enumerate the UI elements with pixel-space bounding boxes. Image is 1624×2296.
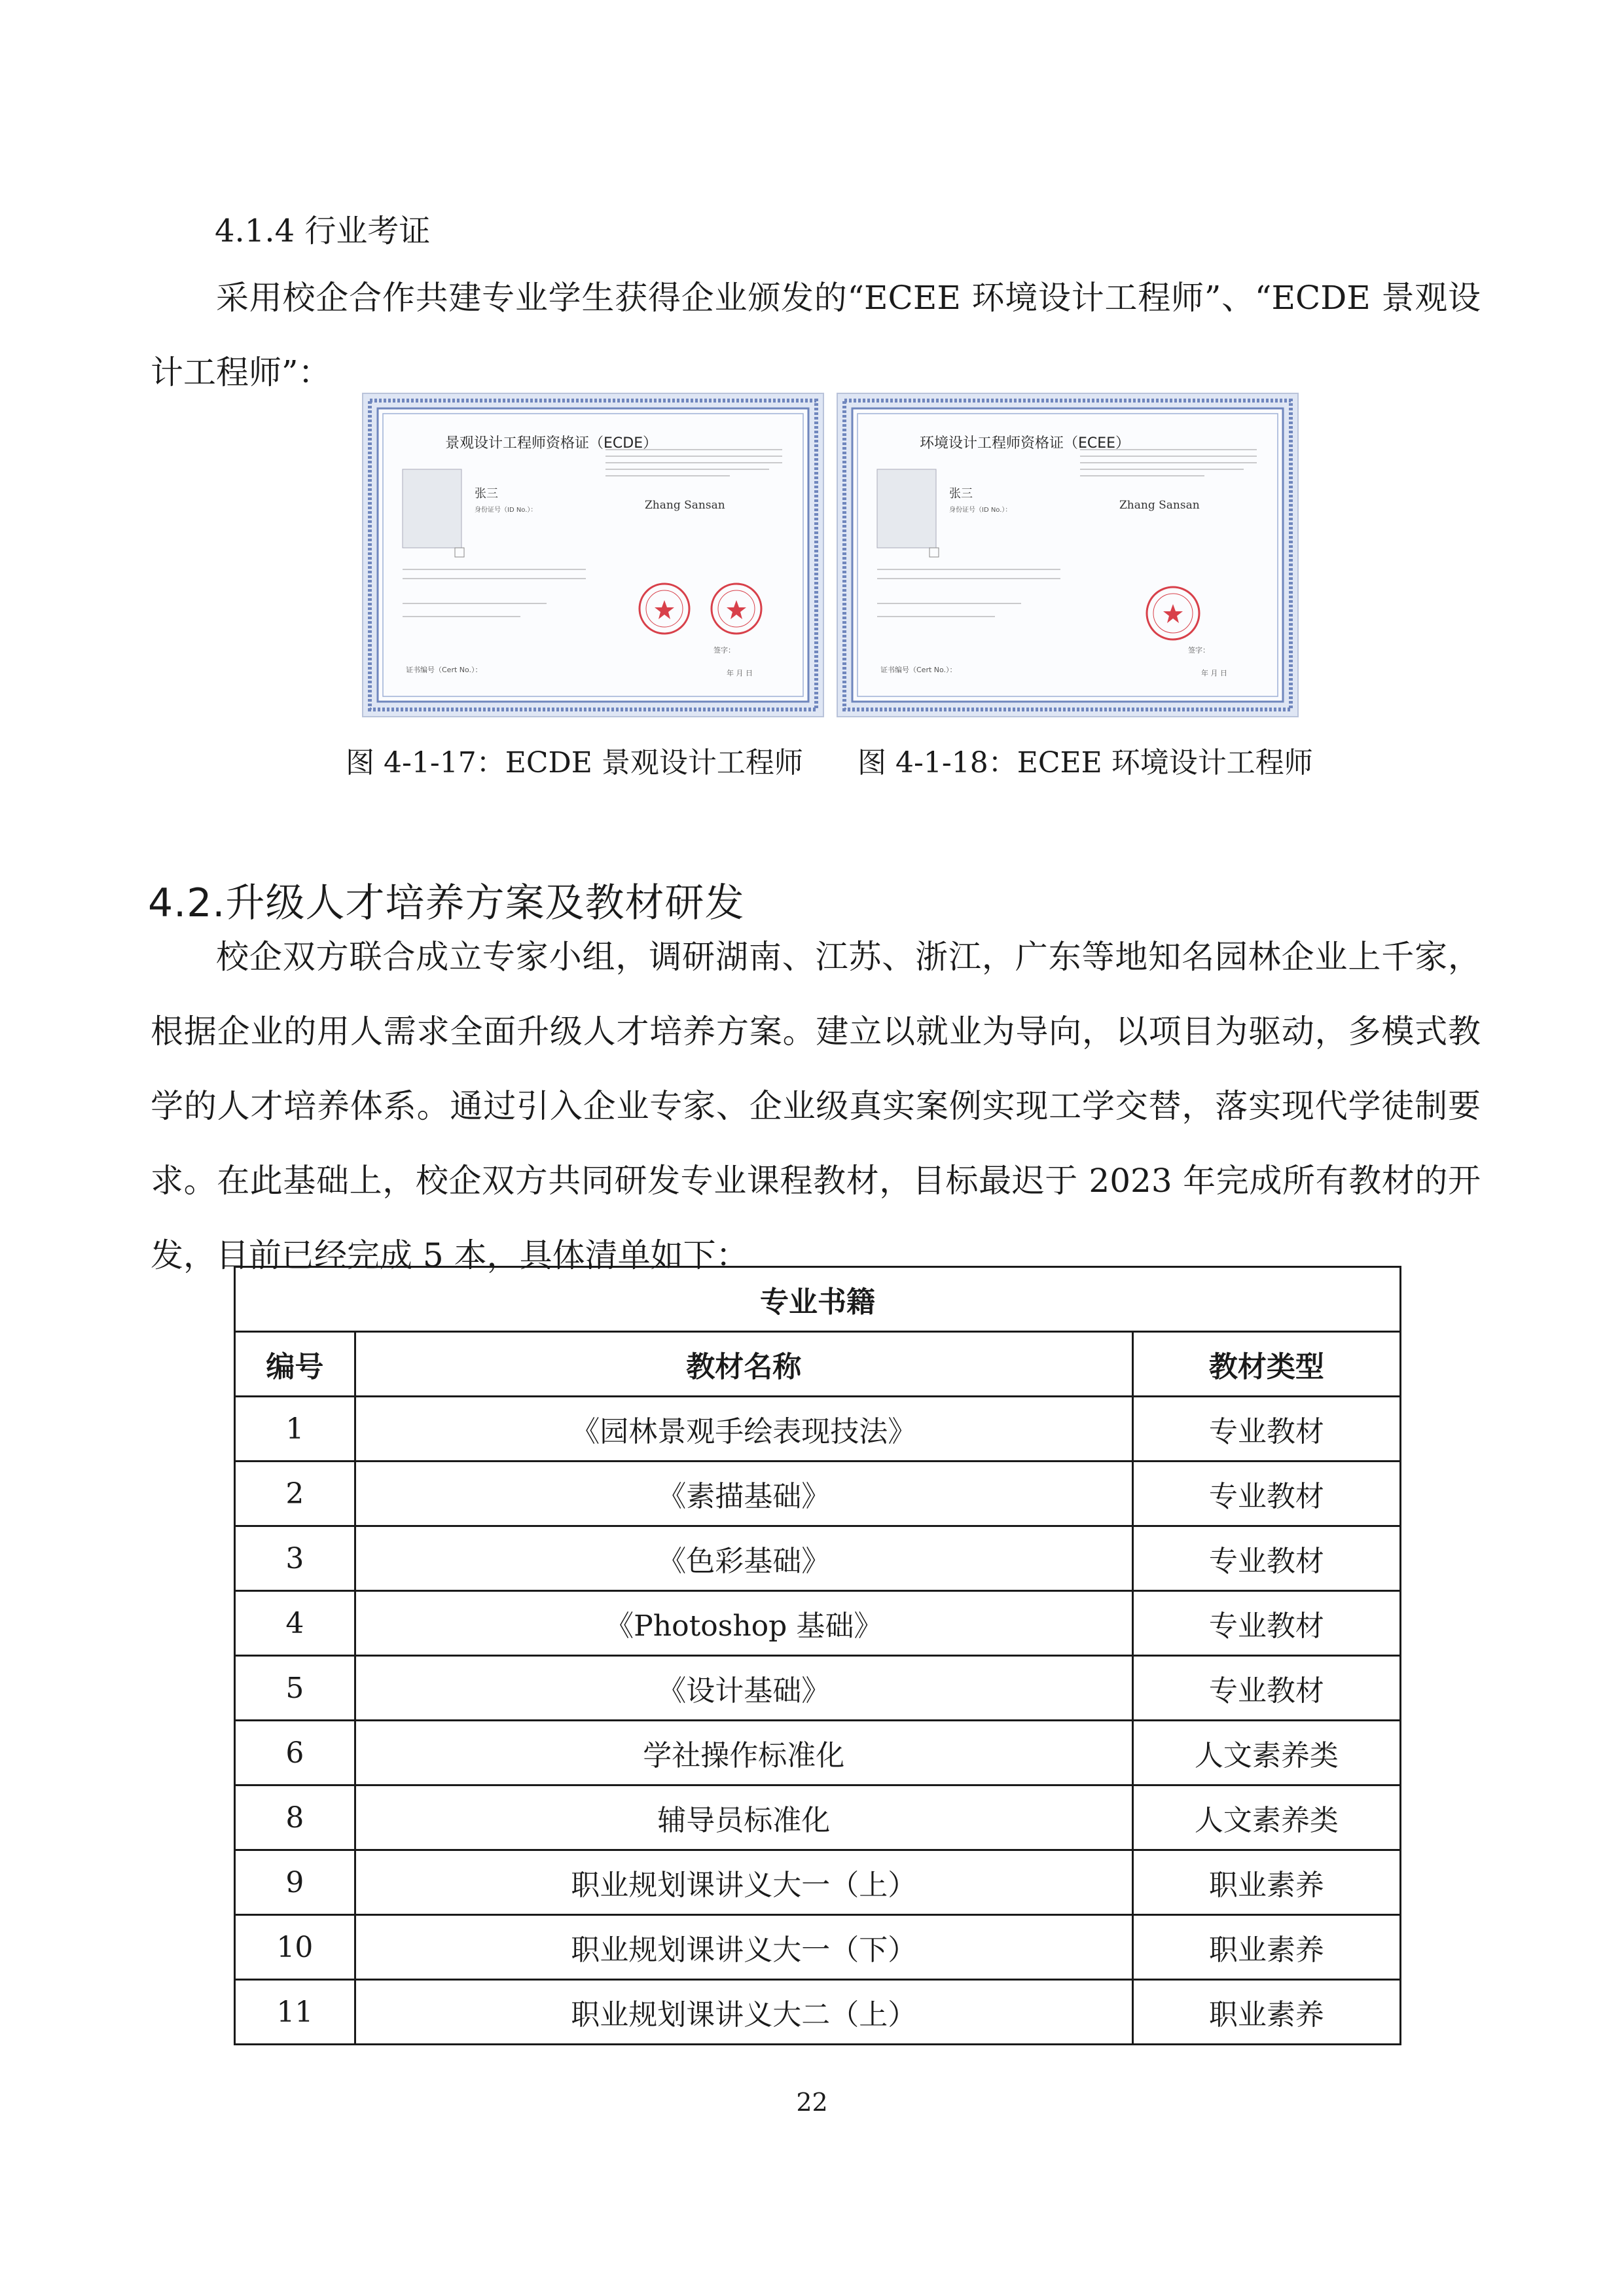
cert-no-label: 证书编号（Cert No.）： [880, 666, 957, 674]
table-row [235, 1526, 1401, 1591]
row-type: 职业素养 [1132, 1915, 1400, 1980]
body-paragraph: 校企双方联合成立专家小组，调研湖南、江苏、浙江，广东等地知名园林企业上千家，根据企业的用人需求全面升级人才培养方案。建立以就业为导向，以项目为驱动，多模式教学的人才培养体系。通过引入企业专家、企业级真实案例实现工学交替，落实现代学徒制要求。在此基础上，校企双方共同研发专业课程教材，目标最迟于 2023 年完成所有教材的开发，目前已经完成 5 本，具体清单如下： [151, 938, 1481, 1274]
row-title: 《园林景观手绘表现技法》 [355, 1397, 1132, 1462]
table-caption: 专业书籍 [235, 1267, 1401, 1332]
row-number: 11 [235, 1980, 355, 2045]
table-row [235, 1850, 1401, 1915]
row-number: 8 [235, 1785, 355, 1850]
row-title: 《素描基础》 [355, 1462, 1132, 1526]
row-type: 专业教材 [1132, 1462, 1400, 1526]
row-number: 9 [235, 1850, 355, 1915]
table-row [235, 1721, 1401, 1785]
table-row [235, 1656, 1401, 1721]
row-title: 《Photoshop 基础》 [355, 1591, 1132, 1656]
row-type: 专业教材 [1132, 1656, 1400, 1721]
header-number: 编号 [235, 1332, 355, 1397]
row-number: 5 [235, 1656, 355, 1721]
row-type: 专业教材 [1132, 1397, 1400, 1462]
table-row [235, 1462, 1401, 1526]
sign-label: 签字： [1188, 646, 1210, 655]
section-heading: 4.2.升级人才培养方案及教材研发 [148, 880, 745, 926]
row-title: 职业规划课讲义大一（上） [355, 1850, 1132, 1915]
certificate-ecee [837, 393, 1299, 717]
row-title: 学社操作标准化 [355, 1721, 1132, 1785]
date-label: 年 月 日 [727, 669, 753, 677]
row-number: 10 [235, 1915, 355, 1980]
intro-paragraph: 采用校企合作共建专业学生获得企业颁发的“ECEE 环境设计工程师”、“ECDE 景观设计工程师”： [151, 279, 1481, 391]
row-number: 6 [235, 1721, 355, 1785]
row-number: 3 [235, 1526, 355, 1591]
cert-no-label: 证书编号（Cert No.）： [406, 666, 482, 674]
id-label: 身份证号（ID No.）： [949, 507, 1012, 514]
certificate-frame [838, 394, 1297, 716]
row-type: 人文素养类 [1132, 1785, 1400, 1850]
photo-placeholder [877, 469, 936, 548]
row-type: 职业素养 [1132, 1980, 1400, 2045]
row-type: 人文素养类 [1132, 1721, 1400, 1785]
certificate-ecde [362, 393, 824, 717]
row-number: 1 [235, 1397, 355, 1462]
row-title: 职业规划课讲义大二（上） [355, 1980, 1132, 2045]
sub-heading: 4.1.4 行业考证 [215, 213, 431, 249]
holder-name-en: Zhang Sansan [645, 499, 725, 512]
row-type: 专业教材 [1132, 1591, 1400, 1656]
holder-name-en: Zhang Sansan [1119, 499, 1200, 512]
figure-caption: 图 4-1-17：ECDE 景观设计工程师 [346, 746, 803, 780]
row-type: 专业教材 [1132, 1526, 1400, 1591]
row-title: 职业规划课讲义大一（下） [355, 1915, 1132, 1980]
row-title: 《设计基础》 [355, 1656, 1132, 1721]
sign-label: 签字： [713, 646, 735, 655]
header-title: 教材名称 [355, 1332, 1132, 1397]
table-row [235, 1785, 1401, 1850]
table-row [235, 1915, 1401, 1980]
book-table [234, 1266, 1401, 2045]
holder-name: 张三 [475, 487, 498, 501]
certificate-frame [363, 394, 823, 716]
row-number: 2 [235, 1462, 355, 1526]
certificate-title: 环境设计工程师资格证（ECEE） [920, 435, 1130, 452]
figure-caption: 图 4-1-18：ECEE 环境设计工程师 [857, 746, 1313, 780]
row-title: 《色彩基础》 [355, 1526, 1132, 1591]
page-number: 22 [796, 2088, 828, 2117]
row-title: 辅导员标准化 [355, 1785, 1132, 1850]
id-label: 身份证号（ID No.）： [475, 507, 537, 514]
photo-placeholder [403, 469, 461, 548]
table-row [235, 1980, 1401, 2045]
certificate-title: 景观设计工程师资格证（ECDE） [445, 435, 658, 452]
table-row [235, 1397, 1401, 1462]
date-label: 年 月 日 [1201, 669, 1227, 677]
row-number: 4 [235, 1591, 355, 1656]
row-type: 职业素养 [1132, 1850, 1400, 1915]
table-row [235, 1591, 1401, 1656]
header-type: 教材类型 [1132, 1332, 1400, 1397]
holder-name: 张三 [949, 487, 973, 501]
